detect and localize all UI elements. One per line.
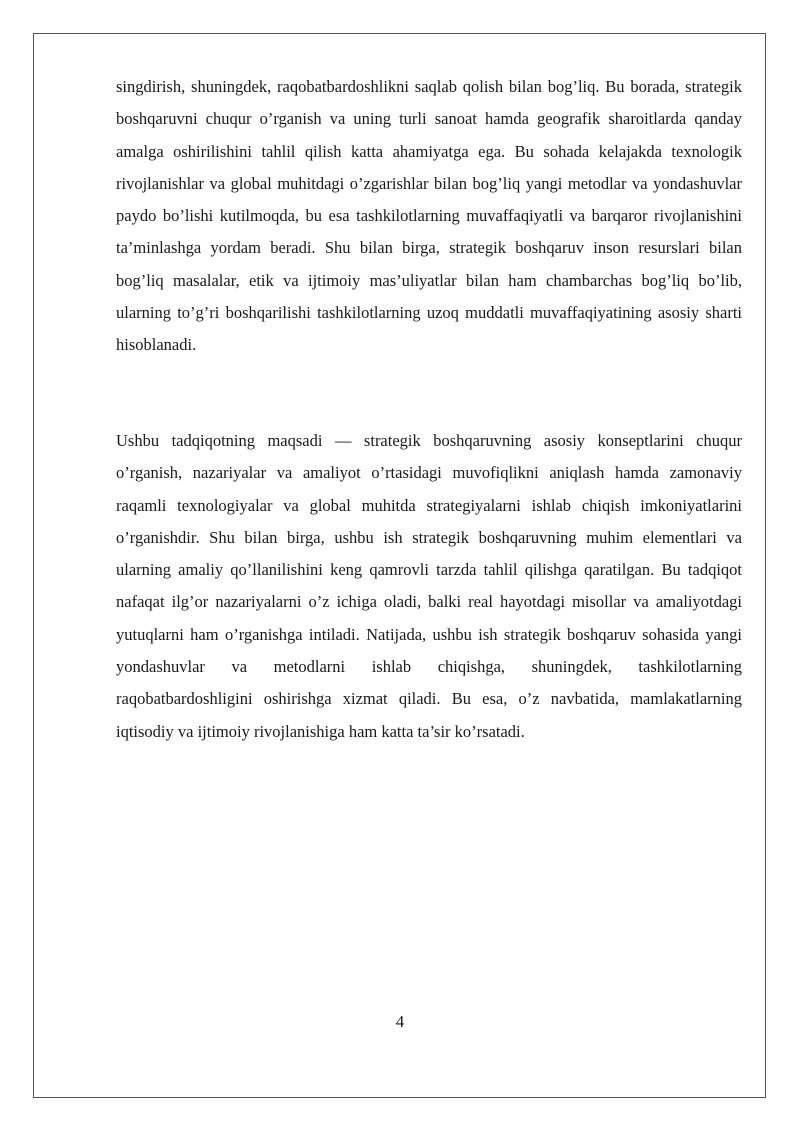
page-number: 4 <box>395 1012 405 1031</box>
body-paragraph-2: Ushbu tadqiqotning maqsadi — strategik boshqaruvning asosiy konseptlarini chuqur o’rganish, nazariyalar va amaliyot o’rtasidagi muvofiqlikni aniqlash hamda zamonaviy raqamli texnologiyalar va global muhitda strategiyalarni ishlab chiqish imkoniyatlarini o’rganishdir. Shu bilan birga, ushbu ish strategik boshqaruvning muhim elementlari va ularning amaliy qo’llanilishini keng qamrovli tarzda tahlil qilishga qaratilgan. Bu tadqiqot nafaqat ilg’or nazariyalarni o’z ichiga oladi, balki real hayotdagi misollar va amaliyotdagi yutuqlarni ham o’rganishga intiladi. Natijada, ushbu ish strategik boshqaruv sohasida yangi yondashuvlar va metodlarni ishlab chiqishga, shuningdek, tashkilotlarning raqobatbardoshligini oshirishga xizmat qiladi. Bu esa, o’z navbatida, mamlakatlarning iqtisodiy va ijtimoiy rivojlanishiga ham katta ta’sir ko’rsatadi. <box>116 431 742 741</box>
body-paragraph-1: singdirish, shuningdek, raqobatbardoshlikni saqlab qolish bilan bog’liq. Bu borada, strategik boshqaruvni chuqur o’rganish va uning turli sanoat hamda geografik sharoitlarda qanday amalga oshirilishini tahlil qilish katta ahamiyatga ega. Bu sohada kelajakda texnologik rivojlanishlar va global muhitdagi o’zgarishlar bilan bog’liq yangi metodlar va yondashuvlar paydo bo’lishi kutilmoqda, bu esa tashkilotlarning muvaffaqiyatli va barqaror rivojlanishini ta’minlashga yordam beradi. Shu bilan birga, strategik boshqaruv inson resurslari bilan bog’liq masalalar, etik va ijtimoiy mas’uliyatlar bilan ham chambarchas bog’liq bo’lib, ularning to’g’ri boshqarilishi tashkilotlarning uzoq muddatli muvaffaqiyatining asosiy sharti hisoblanadi. <box>116 77 742 355</box>
